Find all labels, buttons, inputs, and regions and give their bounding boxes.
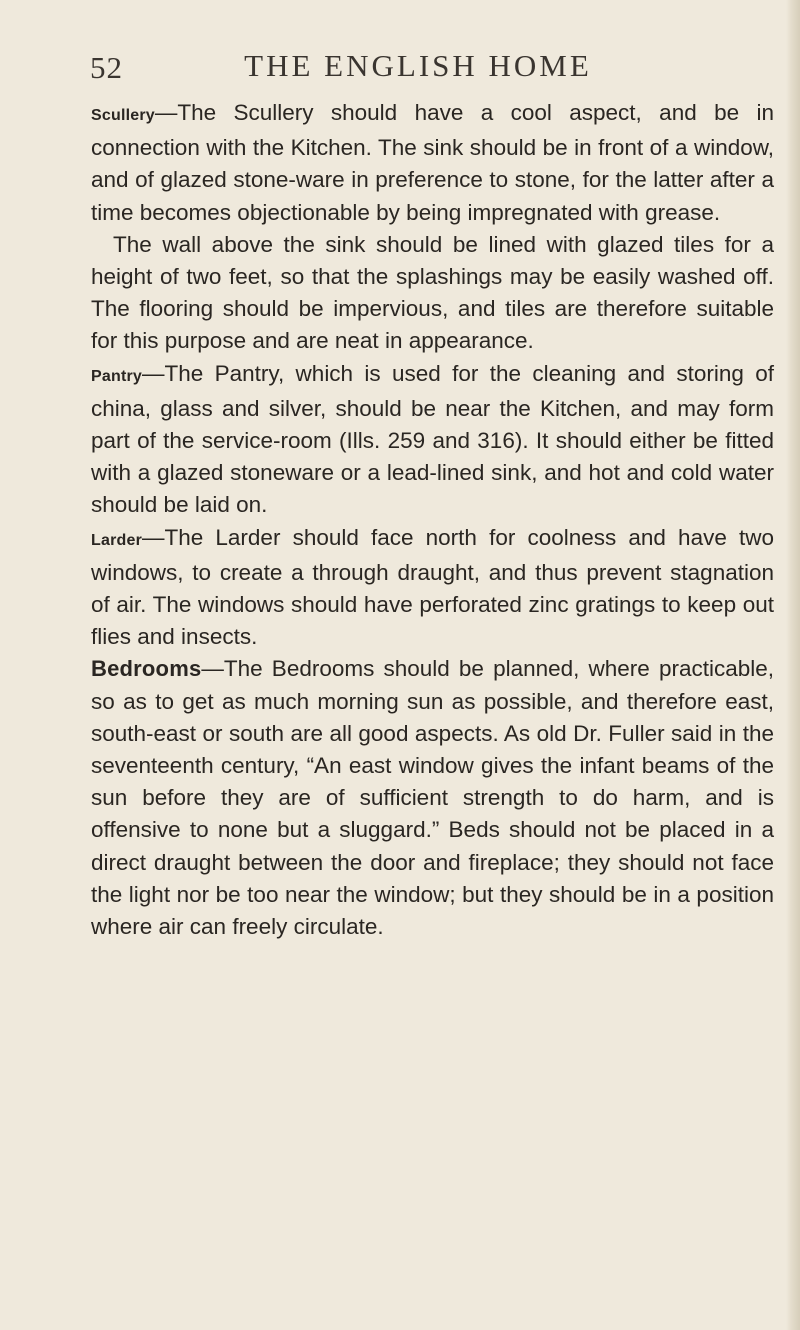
body-text <box>91 97 774 943</box>
paragraph-pantry-text: —The Pantry, which is used for the cleaning and storing of china, glass and silver, should be near the Kitchen, and may form part of the service-room (Ills. 259 and 316). It should either be fitted with a glazed stoneware or a lead-lined sink, and hot and cold water should be laid on. <box>91 360 774 518</box>
side-heading-scullery: Scullery <box>91 107 155 124</box>
paragraph-bedrooms-text: —The Bedrooms should be planned, where practicable, so as to get as much morning sun as possible, and therefore east, south-east or south are all good aspects. As old Dr. Fuller said in the seventeenth century, “An east window gives the infant beams of the sun before they are of sufficient strength to do harm, and is offensive to none but a sluggard.” Beds should not be placed in a direct draught between the door and fireplace; they should not face the light nor be too near the window; but they should be in a position where air can freely circulate. <box>91 656 774 940</box>
paragraph-wall-tiles <box>91 229 774 358</box>
paragraph-larder-text: —The Larder should face north for coolness and have two windows, to create a through draught, and thus prevent stagnation of air. The windows should have perforated zinc gratings to keep out flies and insects. <box>91 524 774 650</box>
paragraph-scullery-text: —The Scullery should have a cool aspect, and be in connection with the Kitchen. The sink should be in front of a window, and of glazed stone-ware in preference to stone, for the latter after a time becomes objectionable by being impregnated with grease. <box>91 100 774 225</box>
paragraph-scullery <box>91 97 774 229</box>
paragraph-wall-tiles-text: The wall above the sink should be lined with glazed tiles for a height of two feet, so that the splashings may be easily washed off. The flooring should be impervious, and tiles are therefore suitable for this purpose and are neat in appearance. <box>91 231 774 354</box>
running-head <box>0 44 800 84</box>
page-number: 52 <box>90 50 123 85</box>
paragraph-larder <box>91 522 774 654</box>
side-heading-bedrooms: Bedrooms <box>91 656 202 682</box>
running-head-title: THE ENGLISH HOME <box>244 48 592 83</box>
paragraph-bedrooms <box>91 653 774 943</box>
side-heading-pantry: Pantry <box>91 367 142 385</box>
paragraph-pantry <box>91 358 774 522</box>
side-heading-larder: Larder <box>91 531 142 549</box>
page-edge-shadow <box>786 0 800 1330</box>
